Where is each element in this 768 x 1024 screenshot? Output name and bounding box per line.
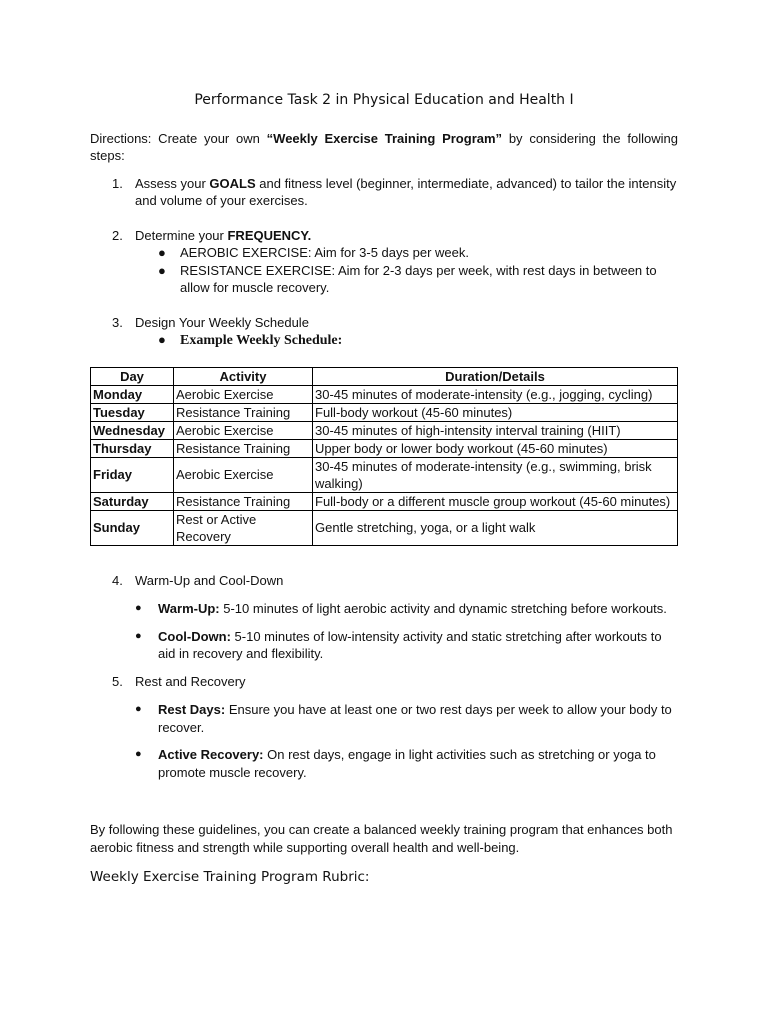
details-cell: Full-body workout (45-60 minutes) bbox=[313, 403, 678, 421]
bullet-icon: ● bbox=[135, 602, 142, 614]
page-title: Performance Task 2 in Physical Education and Health I bbox=[194, 92, 574, 108]
bullet-icon: ● bbox=[135, 629, 142, 642]
table-row bbox=[91, 439, 678, 457]
step-text-post: and fitness level (beginner, intermediate, advanced) to tailor the intensity and volume of your exercises. bbox=[135, 175, 677, 208]
column-header: Activity bbox=[174, 367, 313, 385]
step-text: Warm-Up and Cool-Down bbox=[135, 572, 284, 588]
table-row bbox=[91, 421, 678, 439]
day-cell: Wednesday bbox=[91, 421, 174, 439]
step-1 bbox=[90, 175, 678, 210]
activity-cell: Resistance Training bbox=[174, 439, 313, 457]
day-cell: Monday bbox=[91, 385, 174, 403]
closing-paragraph: By following these guidelines, you can create a balanced weekly training program that enhances both aerobic fitness and strength while supporting overall health and well-being. bbox=[90, 822, 673, 855]
bullet-icon: ● bbox=[135, 748, 142, 760]
frequency-bullet-aerobic bbox=[90, 244, 678, 262]
activity-cell: Aerobic Exercise bbox=[174, 421, 313, 439]
activity-cell: Aerobic Exercise bbox=[174, 385, 313, 403]
activity-cell: Aerobic Exercise bbox=[174, 457, 313, 492]
steps-list bbox=[90, 175, 678, 350]
details-cell: 30-45 minutes of high-intensity interval training (HIIT) bbox=[313, 421, 678, 439]
table-row bbox=[91, 510, 678, 545]
step-bold: FREQUENCY. bbox=[227, 227, 312, 243]
rubric-heading: Weekly Exercise Training Program Rubric: bbox=[90, 869, 370, 885]
directions-prefix: Directions: Create your own bbox=[90, 130, 267, 146]
bullet-text: 5-10 minutes of light aerobic activity and dynamic stretching before workouts. bbox=[219, 601, 667, 616]
step-text: Assess your bbox=[135, 175, 210, 191]
cool-down-bullet bbox=[90, 628, 678, 663]
day-cell: Saturday bbox=[91, 492, 174, 510]
document-page bbox=[90, 92, 678, 887]
frequency-bullet-resistance bbox=[90, 262, 678, 297]
activity-cell: Resistance Training bbox=[174, 403, 313, 421]
rest-days-bullet bbox=[90, 701, 678, 736]
table-row bbox=[91, 492, 678, 510]
warm-up-bullet bbox=[90, 600, 678, 618]
details-cell: Gentle stretching, yoga, or a light walk bbox=[313, 510, 678, 545]
bullet-label: Warm-Up: bbox=[158, 601, 220, 616]
details-cell: 30-45 minutes of moderate-intensity (e.g., swimming, brisk walking) bbox=[313, 457, 678, 492]
bullet-icon: ● bbox=[158, 245, 166, 260]
bullet-text: Ensure you have at least one or two rest days per week to allow your body to recover. bbox=[158, 702, 672, 735]
step-2 bbox=[90, 227, 678, 245]
bullet-label: Active Recovery: bbox=[158, 747, 264, 762]
step-5 bbox=[90, 673, 678, 691]
day-cell: Sunday bbox=[91, 510, 174, 545]
bullet-icon: ● bbox=[158, 332, 166, 347]
details-cell: Upper body or lower body workout (45-60 minutes) bbox=[313, 439, 678, 457]
table-row bbox=[91, 403, 678, 421]
day-cell: Thursday bbox=[91, 439, 174, 457]
step-text: Rest and Recovery bbox=[135, 673, 246, 689]
schedule-table bbox=[90, 367, 678, 546]
step-text: Design Your Weekly Schedule bbox=[135, 314, 309, 330]
table-header-row bbox=[91, 367, 678, 385]
column-header: Day bbox=[91, 367, 174, 385]
example-schedule-bullet bbox=[90, 331, 678, 350]
step-number: 3. bbox=[112, 314, 123, 330]
bullet-icon: ● bbox=[158, 262, 166, 278]
activity-cell: Rest or Active Recovery bbox=[174, 510, 313, 545]
details-cell: Full-body or a different muscle group workout (45-60 minutes) bbox=[313, 492, 678, 510]
program-name: “Weekly Exercise Training Program” bbox=[266, 130, 503, 146]
step-number: 1. bbox=[112, 175, 123, 191]
step-3 bbox=[90, 314, 678, 332]
step-number: 4. bbox=[112, 572, 123, 588]
step-4 bbox=[90, 572, 678, 590]
bullet-text: On rest days, engage in light activities such as stretching or yoga to promote muscle recovery. bbox=[158, 747, 656, 780]
step-number: 5. bbox=[112, 673, 123, 689]
active-recovery-bullet bbox=[90, 746, 678, 781]
step-number: 2. bbox=[112, 227, 123, 243]
bullet-text: RESISTANCE EXERCISE: Aim for 2-3 days per week, with rest days in between to allow for muscle recovery. bbox=[180, 262, 657, 295]
bullet-label: Cool-Down: bbox=[158, 628, 231, 644]
step-text: Determine your bbox=[135, 227, 228, 243]
bullet-icon: ● bbox=[135, 703, 142, 715]
steps-list-continued bbox=[90, 572, 678, 782]
bullet-text: AEROBIC EXERCISE: Aim for 3-5 days per week. bbox=[180, 245, 469, 260]
column-header: Duration/Details bbox=[313, 367, 678, 385]
bullet-label: Rest Days: bbox=[158, 702, 226, 717]
bullet-text: 5-10 minutes of low-intensity activity and static stretching after workouts to aid in recovery and flexibility. bbox=[158, 628, 662, 661]
table-row bbox=[91, 385, 678, 403]
table-row bbox=[91, 457, 678, 492]
activity-cell: Resistance Training bbox=[174, 492, 313, 510]
step-bold: GOALS bbox=[209, 175, 256, 191]
bullet-text: Example Weekly Schedule: bbox=[180, 333, 343, 348]
directions-paragraph bbox=[90, 130, 678, 165]
directions-suffix: by considering the following steps: bbox=[90, 130, 678, 163]
day-cell: Tuesday bbox=[91, 403, 174, 421]
details-cell: 30-45 minutes of moderate-intensity (e.g., jogging, cycling) bbox=[313, 385, 678, 403]
day-cell: Friday bbox=[91, 457, 174, 492]
